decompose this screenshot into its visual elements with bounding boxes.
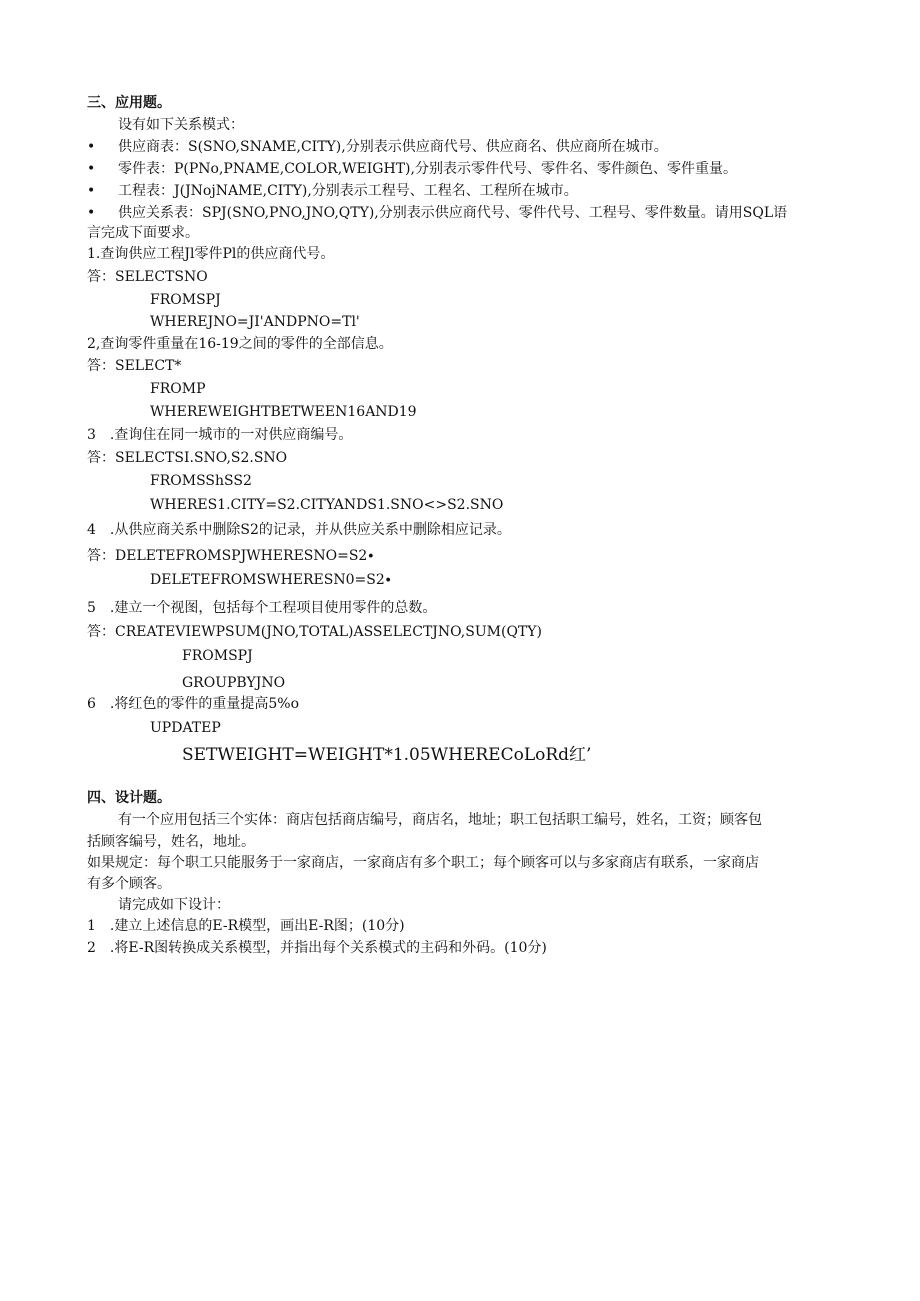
question-3: 3 .查询住在同一城市的一对供应商编号。: [87, 427, 353, 443]
bullet-marker: •: [87, 183, 96, 199]
answer-1-code-line: WHEREJNO=JI'ANDPNO=Tl': [150, 314, 360, 330]
bullet-supplier-table: 供应商表：S(SNO,SNAME,CITY),分别表示供应商代号、供应商名、供应商所在城市。: [118, 139, 668, 155]
bullet-project-table: 工程表：J(JNojNAME,CITY),分别表示工程号、工程名、工程所在城市。: [118, 183, 578, 199]
question-2: 2,查询零件重量在16-19之间的零件的全部信息。: [87, 336, 393, 352]
design-item-2: 2 .将E-R图转换成关系模型，并指出每个关系模式的主码和外码。(10分): [87, 940, 547, 956]
answer-6-code-line: SETWEIGHT=WEIGHT*1.05WHERECoLoRd红’: [182, 745, 592, 765]
answer-4: 答：DELETEFROMSPJWHERESNO=S2∙: [87, 548, 375, 564]
bullet-part-table: 零件表：P(PNo,PNAME,COLOR,WEIGHT),分别表示零件代号、零件名、零件颜色、零件重量。: [118, 161, 737, 177]
section-4-paragraph: 括顾客编号，姓名，地址。: [87, 834, 255, 850]
answer-2: 答：SELECT*: [87, 358, 182, 374]
answer-4-code-line: DELETEFROMSWHERESN0=S2∙: [150, 572, 392, 588]
answer-1: 答：SELECTSNO: [87, 269, 208, 285]
answer-6-code-line: UPDATEP: [150, 720, 221, 736]
question-1: 1.查询供应工程Jl零件Pl的供应商代号。: [87, 246, 335, 262]
bullet-supply-table: 供应关系表：SPJ(SNO,PNO,JNO,QTY),分别表示供应商代号、零件代号、工程号、零件数量。请用SQL语: [118, 205, 788, 221]
bullet-marker: •: [87, 161, 96, 177]
question-5: 5 .建立一个视图，包括每个工程项目使用零件的总数。: [87, 600, 437, 616]
answer-5-code-line: GROUPBYJNO: [182, 675, 286, 691]
section-4-paragraph: 有多个顾客。: [87, 876, 171, 892]
answer-1-code-line: FROMSPJ: [150, 292, 221, 308]
bullet-continuation: 言完成下面要求。: [87, 225, 199, 241]
answer-5: 答：CREATEVIEWPSUM(JNO,TOTAL)ASSELECTJNO,SUM(QTY): [87, 624, 542, 640]
answer-3-code-line: FROMSShSS2: [150, 473, 252, 489]
answer-2-code-line: FROMP: [150, 381, 206, 397]
question-6: 6 .将红色的零件的重量提高5%o: [87, 696, 299, 712]
section-3-title: 三、应用题。: [87, 95, 171, 111]
answer-3-code-line: WHERES1.CITY=S2.CITYANDS1.SNO<>S2.SNO: [150, 497, 504, 513]
section-4-paragraph: 有一个应用包括三个实体：商店包括商店编号，商店名，地址；职工包括职工编号，姓名，工资；顾客包: [118, 812, 762, 828]
answer-2-code-line: WHEREWEIGHTBETWEEN16AND19: [150, 404, 417, 420]
section-4-intro: 请完成如下设计：: [118, 897, 230, 913]
section-3-intro: 设有如下关系模式：: [118, 117, 244, 133]
answer-5-code-line: FROMSPJ: [182, 648, 253, 664]
design-item-1: 1 .建立上述信息的E-R模型，画出E-R图；(10分): [87, 918, 405, 934]
answer-3: 答：SELECTSI.SNO,S2.SNO: [87, 450, 288, 466]
section-4-paragraph: 如果规定：每个职工只能服务于一家商店，一家商店有多个职工；每个顾客可以与多家商店有联系，一家商店: [87, 855, 759, 871]
question-4: 4 .从供应商关系中删除S2的记录，并从供应关系中删除相应记录。: [87, 522, 511, 538]
section-4-title: 四、设计题。: [87, 790, 171, 806]
bullet-marker: •: [87, 139, 96, 155]
bullet-marker: •: [87, 205, 96, 221]
